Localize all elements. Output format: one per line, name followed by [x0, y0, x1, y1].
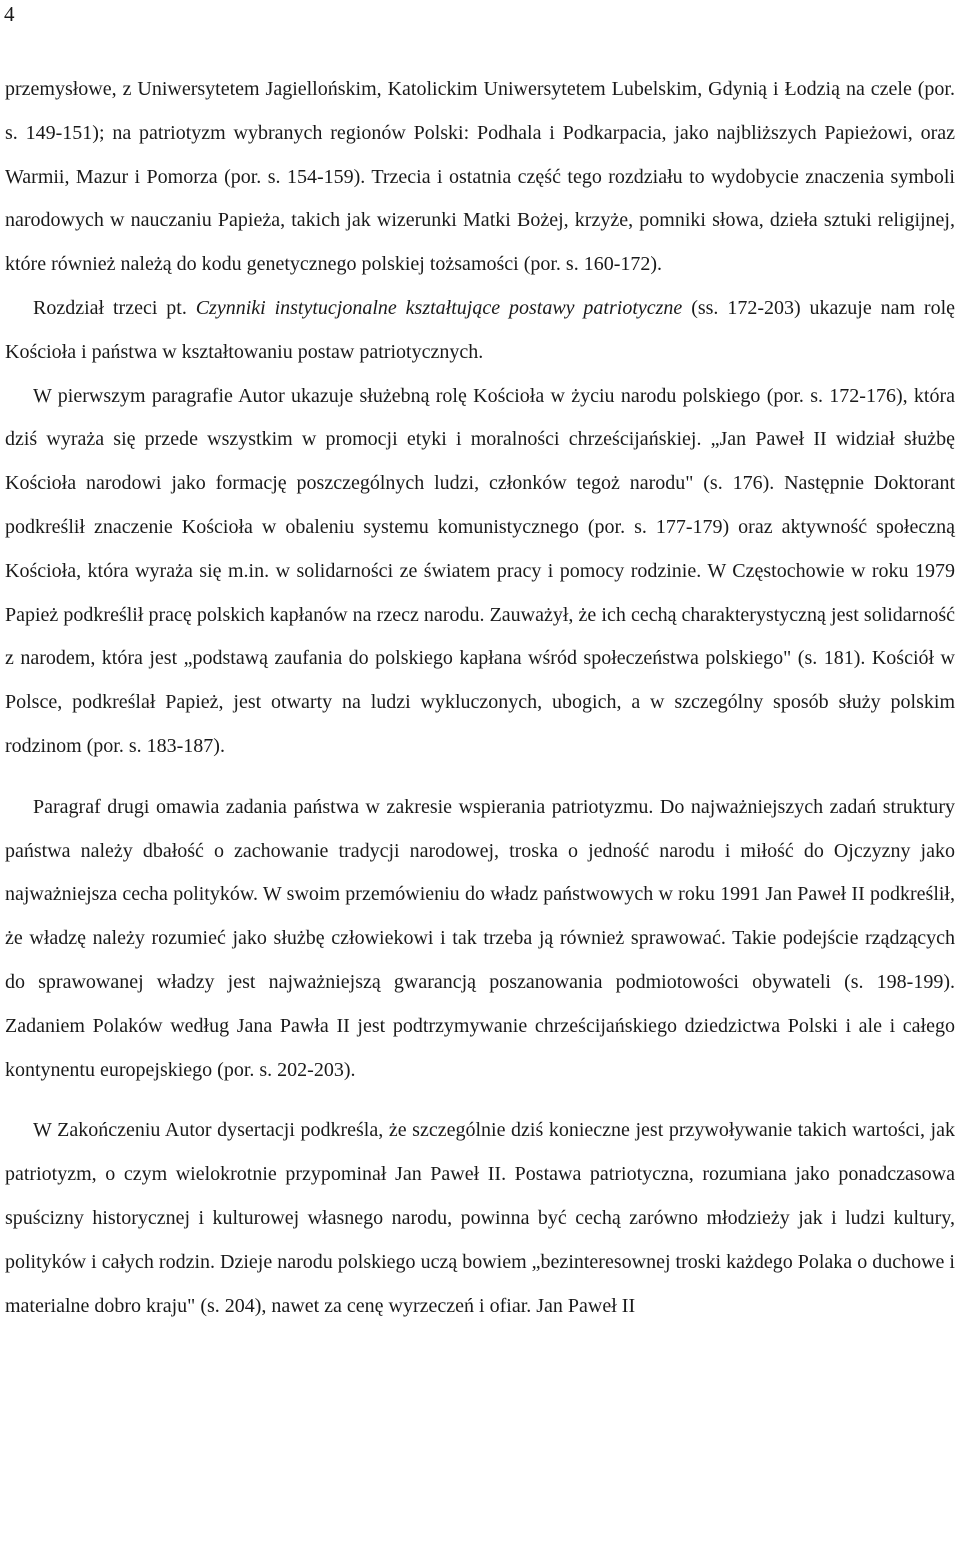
paragraph-state-role: Paragraf drugi omawia zadania państwa w zakresie wspierania patriotyzmu. Do najważniejszych zadań struktury państwa należy dbałość o zachowanie tradycji narodowej, troska o jedność narodu i miłość do Ojczyzny jako najważniejsza cecha polityków. W swoim przemówieniu do władz państwowych w roku 1991 Jan Paweł II podkreślił, że władzę należy rozumieć jako służbę człowiekowi i tak trzeba ją również sprawować. Takie podejście rządzących do sprawowanej władzy jest najważniejszą gwarancją poszanowania podmiotowości obywateli (s. 198-199). Zadaniem Polaków według Jana Pawła II jest podtrzymywanie chrześcijańskiego dziedzictwa Polski i ale i całego kontynentu europejskiego (por. s. 202-203).	[5, 795, 955, 1081]
paragraph-church-role: W pierwszym paragrafie Autor ukazuje służebną rolę Kościoła w życiu narodu polskiego (por. s. 172-176), która dziś wyraża się przede wszystkim w promocji etyki i moralności chrześcijańskiej. „Jan Paweł II widział służbę Kościoła narodowi jako formację poszczególnych ludzi, członków tegoż narodu" (s. 176). Następnie Doktorant podkreślił znaczenie Kościoła w obaleniu systemu komunistycznego (por. s. 177-179) oraz aktywność społeczną Kościoła, która wyraża się m.in. w solidarności ze światem pracy i pomocy rodzinie. W Częstochowie w roku 1979 Papież podkreślił pracę polskich kapłanów na rzecz narodu. Zauważył, że ich cechą charakterystyczną jest solidarność z narodem, która jest „podstawą zaufania do polskiego kapłana wśród społeczeństwa polskiego" (s. 181). Kościół w Polsce, podkreślał Papież, jest otwarty na ludzi wykluczonych, ubogich, a w szczególny sposób służy polskim rodzinom (por. s. 183-187).	[5, 384, 955, 757]
chapter-three-title: Czynniki instytucjonalne kształtujące postawy patriotyczne	[195, 296, 683, 319]
paragraph-chapter-three	[5, 287, 955, 375]
paragraph-conclusion: W Zakończeniu Autor dysertacji podkreśla, że szczególnie dziś konieczne jest przywoływanie takich wartości, jak patriotyzm, o czym wielokrotnie przypominał Jan Paweł II. Postawa patriotyczna, rozumiana jako ponadczasowa spuścizny historycznej i kulturowej własnego narodu, powinna być cechą zarówno młodzieży jak i ludzi kultury, polityków i całych rodzin. Dzieje narodu polskiego uczą bowiem „bezinteresownej troski każdego Polaka o duchowe i materialne dobro kraju" (s. 204), nawet za cenę wyrzeczeń i ofiar. Jan Paweł II	[5, 1119, 955, 1317]
document-body	[5, 68, 955, 1328]
paragraph-regions-and-symbols: przemysłowe, z Uniwersytetem Jagiellońskim, Katolickim Uniwersytetem Lubelskim, Gdynią i Łodzią na czele (por. s. 149-151); na patriotyzm wybranych regionów Polski: Podhala i Podkarpacia, jako najbliższych Papieżowi, oraz Warmii, Mazur i Pomorza (por. s. 154-159). Trzecia i ostatnia część tego rozdziału to wydobycie znaczenia symboli narodowych w nauczaniu Papieża, takich jak wizerunki Matki Bożej, krzyże, pomniki słowa, dzieła sztuki religijnej, które również należą do kodu genetycznego polskiej tożsamości (por. s. 160-172).	[5, 78, 955, 276]
chapter-three-intro: Rozdział trzeci pt.	[33, 296, 196, 319]
page-number: 4	[4, 2, 15, 26]
chapter-three-summary: (ss. 172-203) ukazuje nam rolę Kościoła i państwa w kształtowaniu postaw patriotycznych.	[5, 296, 956, 363]
